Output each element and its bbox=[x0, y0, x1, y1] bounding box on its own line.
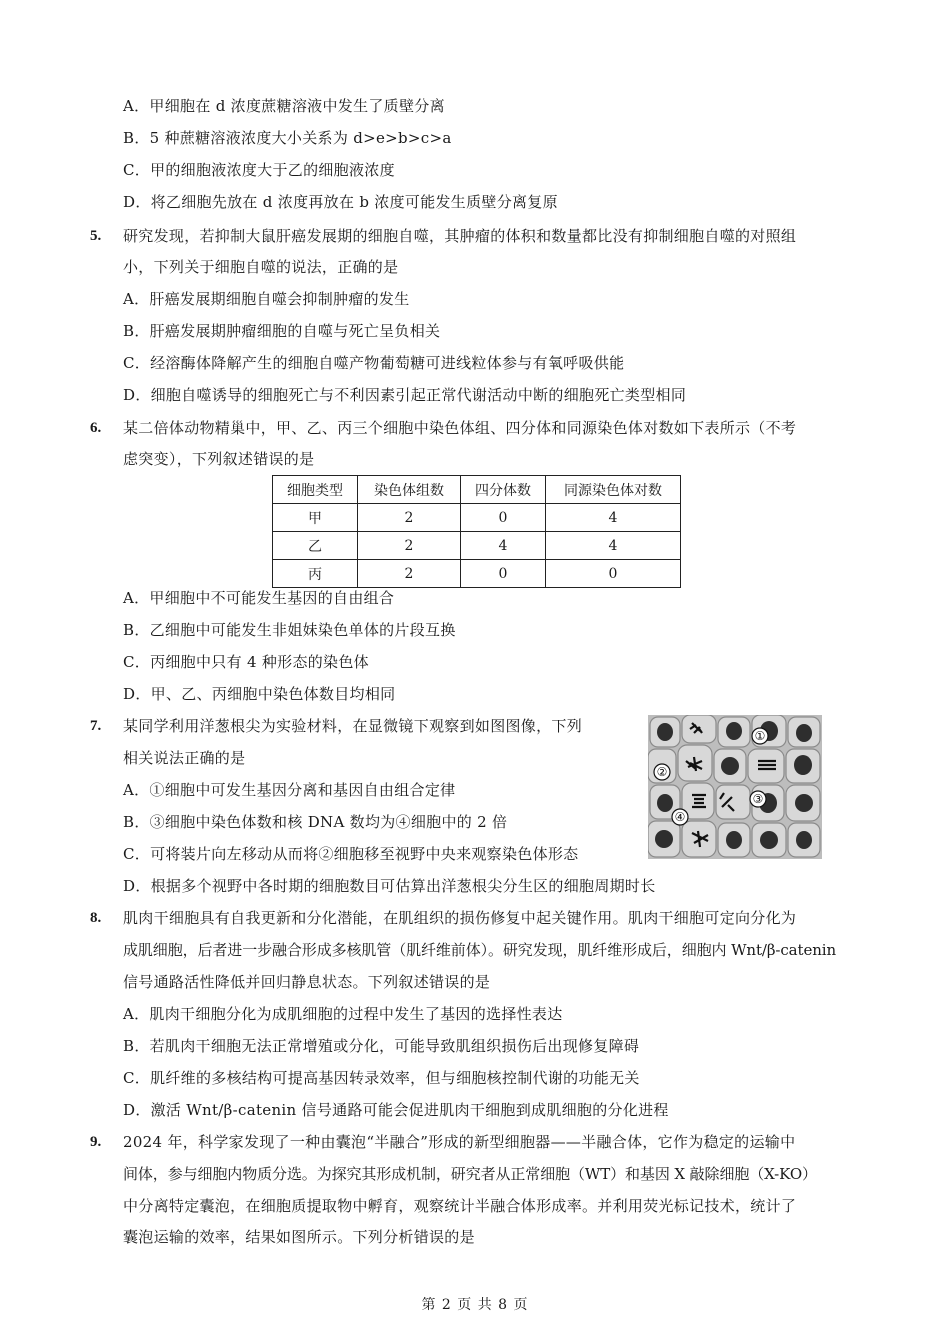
table-cell: 4 bbox=[546, 504, 681, 532]
q6-option-d: D．甲、乙、丙细胞中染色体数目均相同 bbox=[123, 685, 396, 703]
q6-option-b: B．乙细胞中可能发生非姐妹染色单体的片段互换 bbox=[123, 621, 456, 639]
q6-stem-line2: 虑突变），下列叙述错误的是 bbox=[123, 450, 315, 468]
q9-number: 9. bbox=[90, 1134, 102, 1150]
table-cell: 0 bbox=[461, 560, 546, 588]
table-cell: 0 bbox=[546, 560, 681, 588]
table-cell: 甲 bbox=[273, 504, 358, 532]
table-cell: 4 bbox=[461, 532, 546, 560]
table-cell: 0 bbox=[461, 504, 546, 532]
figure-label-4: ④ bbox=[674, 810, 686, 824]
q4-option-c: C．甲的细胞液浓度大于乙的细胞液浓度 bbox=[123, 161, 395, 179]
q4-option-b: B．5 种蔗糖溶液浓度大小关系为 d>e>b>c>a bbox=[123, 129, 452, 147]
page-footer: 第 2 页 共 8 页 bbox=[421, 1297, 529, 1313]
table-header-row bbox=[273, 476, 681, 504]
q5-number: 5. bbox=[90, 228, 102, 244]
table-header-cell: 同源染色体对数 bbox=[546, 476, 681, 504]
q8-option-d: D．激活 Wnt/β-catenin 信号通路可能会促进肌肉干细胞到成肌细胞的分化进程 bbox=[123, 1101, 669, 1119]
q9-stem-line1: 2024 年，科学家发现了一种由囊泡“半融合”形成的新型细胞器——半融合体，它作为稳定的运输中 bbox=[123, 1133, 796, 1151]
q7-stem-line1: 某同学利用洋葱根尖为实验材料，在显微镜下观察到如图图像，下列 bbox=[123, 717, 583, 735]
q6-number: 6. bbox=[90, 420, 102, 436]
q7-number: 7. bbox=[90, 718, 102, 734]
q7-stem-line2: 相关说法正确的是 bbox=[123, 749, 246, 767]
q9-stem-line4: 囊泡运输的效率，结果如图所示。下列分析错误的是 bbox=[123, 1228, 475, 1246]
q5-option-a: A．肝癌发展期细胞自噬会抑制肿瘤的发生 bbox=[123, 290, 410, 308]
q7-option-d: D．根据多个视野中各时期的细胞数目可估算出洋葱根尖分生区的细胞周期时长 bbox=[123, 877, 656, 895]
table-header-cell: 四分体数 bbox=[461, 476, 546, 504]
table-header-cell: 染色体组数 bbox=[358, 476, 461, 504]
q8-option-c: C．肌纤维的多核结构可提高基因转录效率，但与细胞核控制代谢的功能无关 bbox=[123, 1069, 640, 1087]
q8-stem-line2: 成肌细胞，后者进一步融合形成多核肌管（肌纤维前体）。研究发现，肌纤维形成后，细胞内 Wnt/β-catenin bbox=[123, 941, 837, 959]
figure-label-3: ③ bbox=[752, 792, 764, 806]
table-row bbox=[273, 560, 681, 588]
q7-option-b: B．③细胞中染色体数和核 DNA 数均为④细胞中的 2 倍 bbox=[123, 813, 508, 831]
table-cell: 2 bbox=[358, 560, 461, 588]
q8-stem-line1: 肌肉干细胞具有自我更新和分化潜能，在肌组织的损伤修复中起关键作用。肌肉干细胞可定向分化为 bbox=[123, 909, 797, 927]
table-cell: 2 bbox=[358, 504, 461, 532]
q4-option-d: D．将乙细胞先放在 d 浓度再放在 b 浓度可能发生质壁分离复原 bbox=[123, 193, 558, 211]
q8-stem-line3: 信号通路活性降低并回归静息状态。下列叙述错误的是 bbox=[123, 973, 491, 991]
table-cell: 2 bbox=[358, 532, 461, 560]
table-header-cell: 细胞类型 bbox=[273, 476, 358, 504]
q8-option-a: A．肌肉干细胞分化为成肌细胞的过程中发生了基因的选择性表达 bbox=[123, 1005, 563, 1023]
figure-label-1: ① bbox=[754, 729, 766, 743]
q6-stem-line1: 某二倍体动物精巢中，甲、乙、丙三个细胞中染色体组、四分体和同源染色体对数如下表所示（不考 bbox=[123, 419, 797, 437]
onion-root-tip-micrograph bbox=[648, 715, 822, 859]
table-row bbox=[273, 504, 681, 532]
q6-option-c: C．丙细胞中只有 4 种形态的染色体 bbox=[123, 653, 369, 671]
q5-stem-line1: 研究发现，若抑制大鼠肝癌发展期的细胞自噬，其肿瘤的体积和数量都比没有抑制细胞自噬的对照组 bbox=[123, 227, 797, 245]
table-row bbox=[273, 532, 681, 560]
q7-option-a: A．①细胞中可发生基因分离和基因自由组合定律 bbox=[123, 781, 456, 799]
q8-option-b: B．若肌肉干细胞无法正常增殖或分化，可能导致肌组织损伤后出现修复障碍 bbox=[123, 1037, 640, 1055]
table-cell: 丙 bbox=[273, 560, 358, 588]
table-cell: 乙 bbox=[273, 532, 358, 560]
q5-option-b: B．肝癌发展期肿瘤细胞的自噬与死亡呈负相关 bbox=[123, 322, 441, 340]
q7-option-c: C．可将装片向左移动从而将②细胞移至视野中央来观察染色体形态 bbox=[123, 845, 579, 863]
q4-option-a: A．甲细胞在 d 浓度蔗糖溶液中发生了质壁分离 bbox=[123, 97, 445, 115]
q9-stem-line3: 中分离特定囊泡，在细胞质提取物中孵育，观察统计半融合体形成率。并利用荧光标记技术，统计了 bbox=[123, 1197, 797, 1215]
q6-data-table bbox=[272, 475, 681, 588]
figure-label-2: ② bbox=[656, 765, 668, 779]
q9-stem-line2: 间体，参与细胞内物质分选。为探究其形成机制，研究者从正常细胞（WT）和基因 X 敲除细胞（X-KO） bbox=[123, 1165, 817, 1183]
micrograph-image bbox=[648, 715, 822, 859]
q5-option-d: D．细胞自噬诱导的细胞死亡与不利因素引起正常代谢活动中断的细胞死亡类型相同 bbox=[123, 386, 687, 404]
q6-option-a: A．甲细胞中不可能发生基因的自由组合 bbox=[123, 589, 395, 607]
q8-number: 8. bbox=[90, 910, 102, 926]
q5-option-c: C．经溶酶体降解产生的细胞自噬产物葡萄糖可进线粒体参与有氧呼吸供能 bbox=[123, 354, 625, 372]
table-cell: 4 bbox=[546, 532, 681, 560]
q5-stem-line2: 小，下列关于细胞自噬的说法，正确的是 bbox=[123, 258, 399, 276]
